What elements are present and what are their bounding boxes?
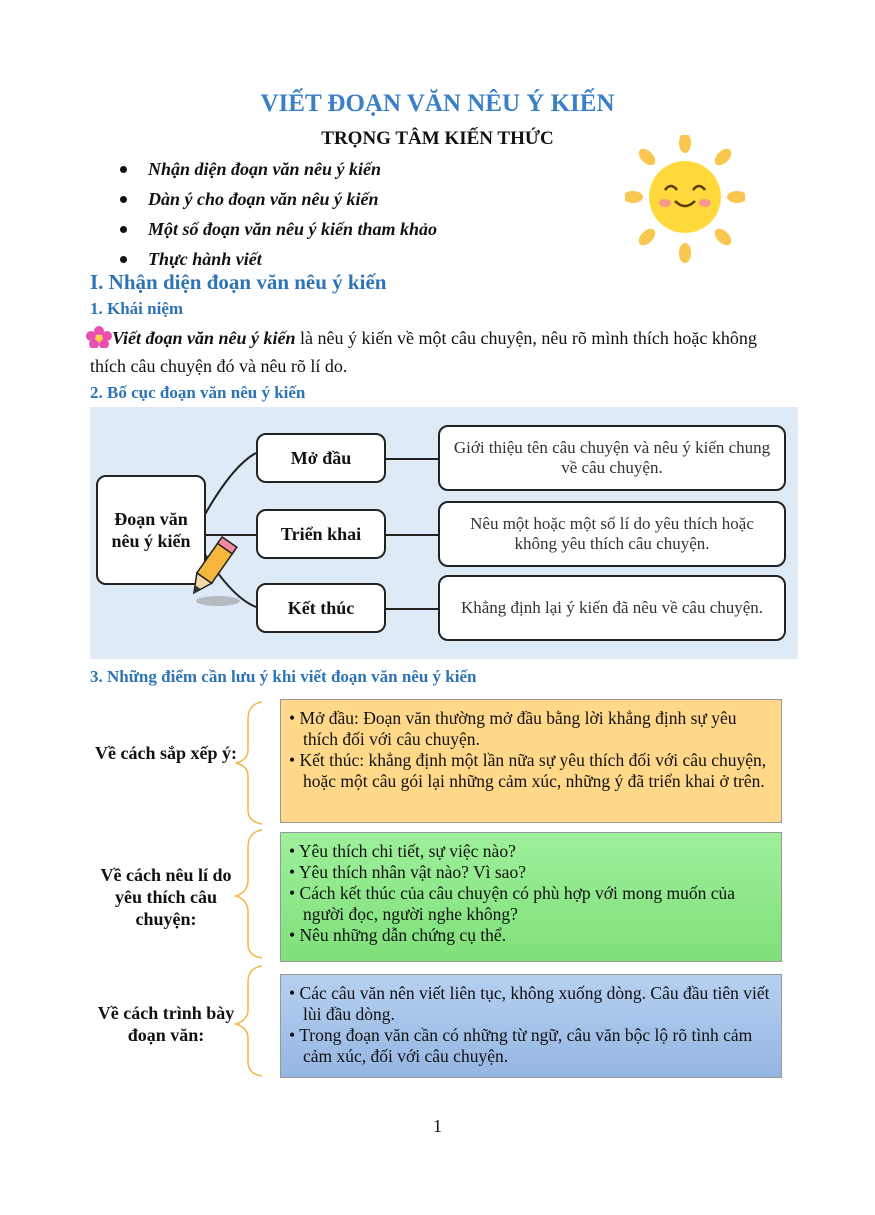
diagram-desc-conclusion: Khẳng định lại ý kiến đã nêu về câu chuyện. [438, 575, 786, 641]
note-item: • Nêu những dẫn chứng cụ thể. [289, 925, 771, 946]
page-subtitle: TRỌNG TÂM KIẾN THỨC [321, 128, 554, 149]
subheading-notes: 3. Những điểm cần lưu ý khi viết đoạn văn nêu ý kiến [90, 667, 477, 686]
topic-item: Thực hành viết [120, 244, 437, 274]
pencil-icon [178, 535, 244, 609]
diagram-part-body: Triển khai [256, 509, 386, 559]
note-box-presentation [280, 974, 782, 1078]
topic-item: Dàn ý cho đoạn văn nêu ý kiến [120, 184, 437, 214]
section-heading: I. Nhận diện đoạn văn nêu ý kiến [90, 270, 387, 294]
diagram-desc-intro: Giới thiệu tên câu chuyện và nêu ý kiến chung về câu chuyện. [438, 425, 786, 491]
topic-item: Một số đoạn văn nêu ý kiến tham khảo [120, 214, 437, 244]
note-item: • Mở đầu: Đoạn văn thường mở đầu bằng lời khẳng định sự yêu thích đối với câu chuyện. [289, 708, 771, 750]
diagram-root: Đoạn văn nêu ý kiến [96, 475, 206, 585]
definition-text: là nêu ý kiến về một câu chuyện, nêu rõ mình thích hoặc không thích câu chuyện đó và nêu rõ lí do. [90, 328, 757, 376]
note-box-reasons [280, 832, 782, 962]
note-label-presentation: Về cách trình bày đoạn văn: [97, 1003, 235, 1045]
diagram-part-conclusion: Kết thúc [256, 583, 386, 633]
topic-item: Nhận diện đoạn văn nêu ý kiến [120, 154, 437, 184]
note-item: • Các câu văn nên viết liên tục, không xuống dòng. Câu đầu tiên viết lùi đầu dòng. [289, 983, 771, 1025]
definition-term: Viết đoạn văn nêu ý kiến [112, 328, 296, 348]
flower-icon [86, 326, 112, 348]
note-item: • Yêu thích nhân vật nào? Vì sao? [289, 862, 771, 883]
diagram-desc-body: Nêu một hoặc một số lí do yêu thích hoặc không yêu thích câu chuyện. [438, 501, 786, 567]
subheading-structure: 2. Bố cục đoạn văn nêu ý kiến [90, 383, 306, 402]
page-number: 1 [433, 1116, 442, 1136]
note-item: • Kết thúc: khẳng định một lần nữa sự yêu thích đối với câu chuyện, hoặc một câu gói lại những cảm xúc, những ý đã triển khai ở trên. [289, 750, 771, 792]
diagram-part-intro: Mở đầu [256, 433, 386, 483]
page-title: VIẾT ĐOẠN VĂN NÊU Ý KIẾN [260, 90, 615, 117]
subheading-definition: 1. Khái niệm [90, 299, 184, 318]
note-box-arrangement [280, 699, 782, 823]
note-item: • Yêu thích chi tiết, sự việc nào? [289, 841, 771, 862]
structure-diagram [90, 407, 798, 659]
note-item: • Trong đoạn văn cần có những từ ngữ, câu văn bộc lộ rõ tình cảm cảm xúc, đối với câu chuyện. [289, 1025, 771, 1067]
note-label-reasons: Về cách nêu lí do yêu thích câu chuyện: [100, 865, 232, 929]
definition-paragraph [90, 324, 790, 380]
note-label-arrangement: Về cách sắp xếp ý: [95, 743, 237, 763]
sun-icon [625, 135, 745, 265]
note-item: • Cách kết thúc của câu chuyện có phù hợp với mong muốn của người đọc, người nghe không? [289, 883, 771, 925]
topic-list [120, 154, 437, 274]
